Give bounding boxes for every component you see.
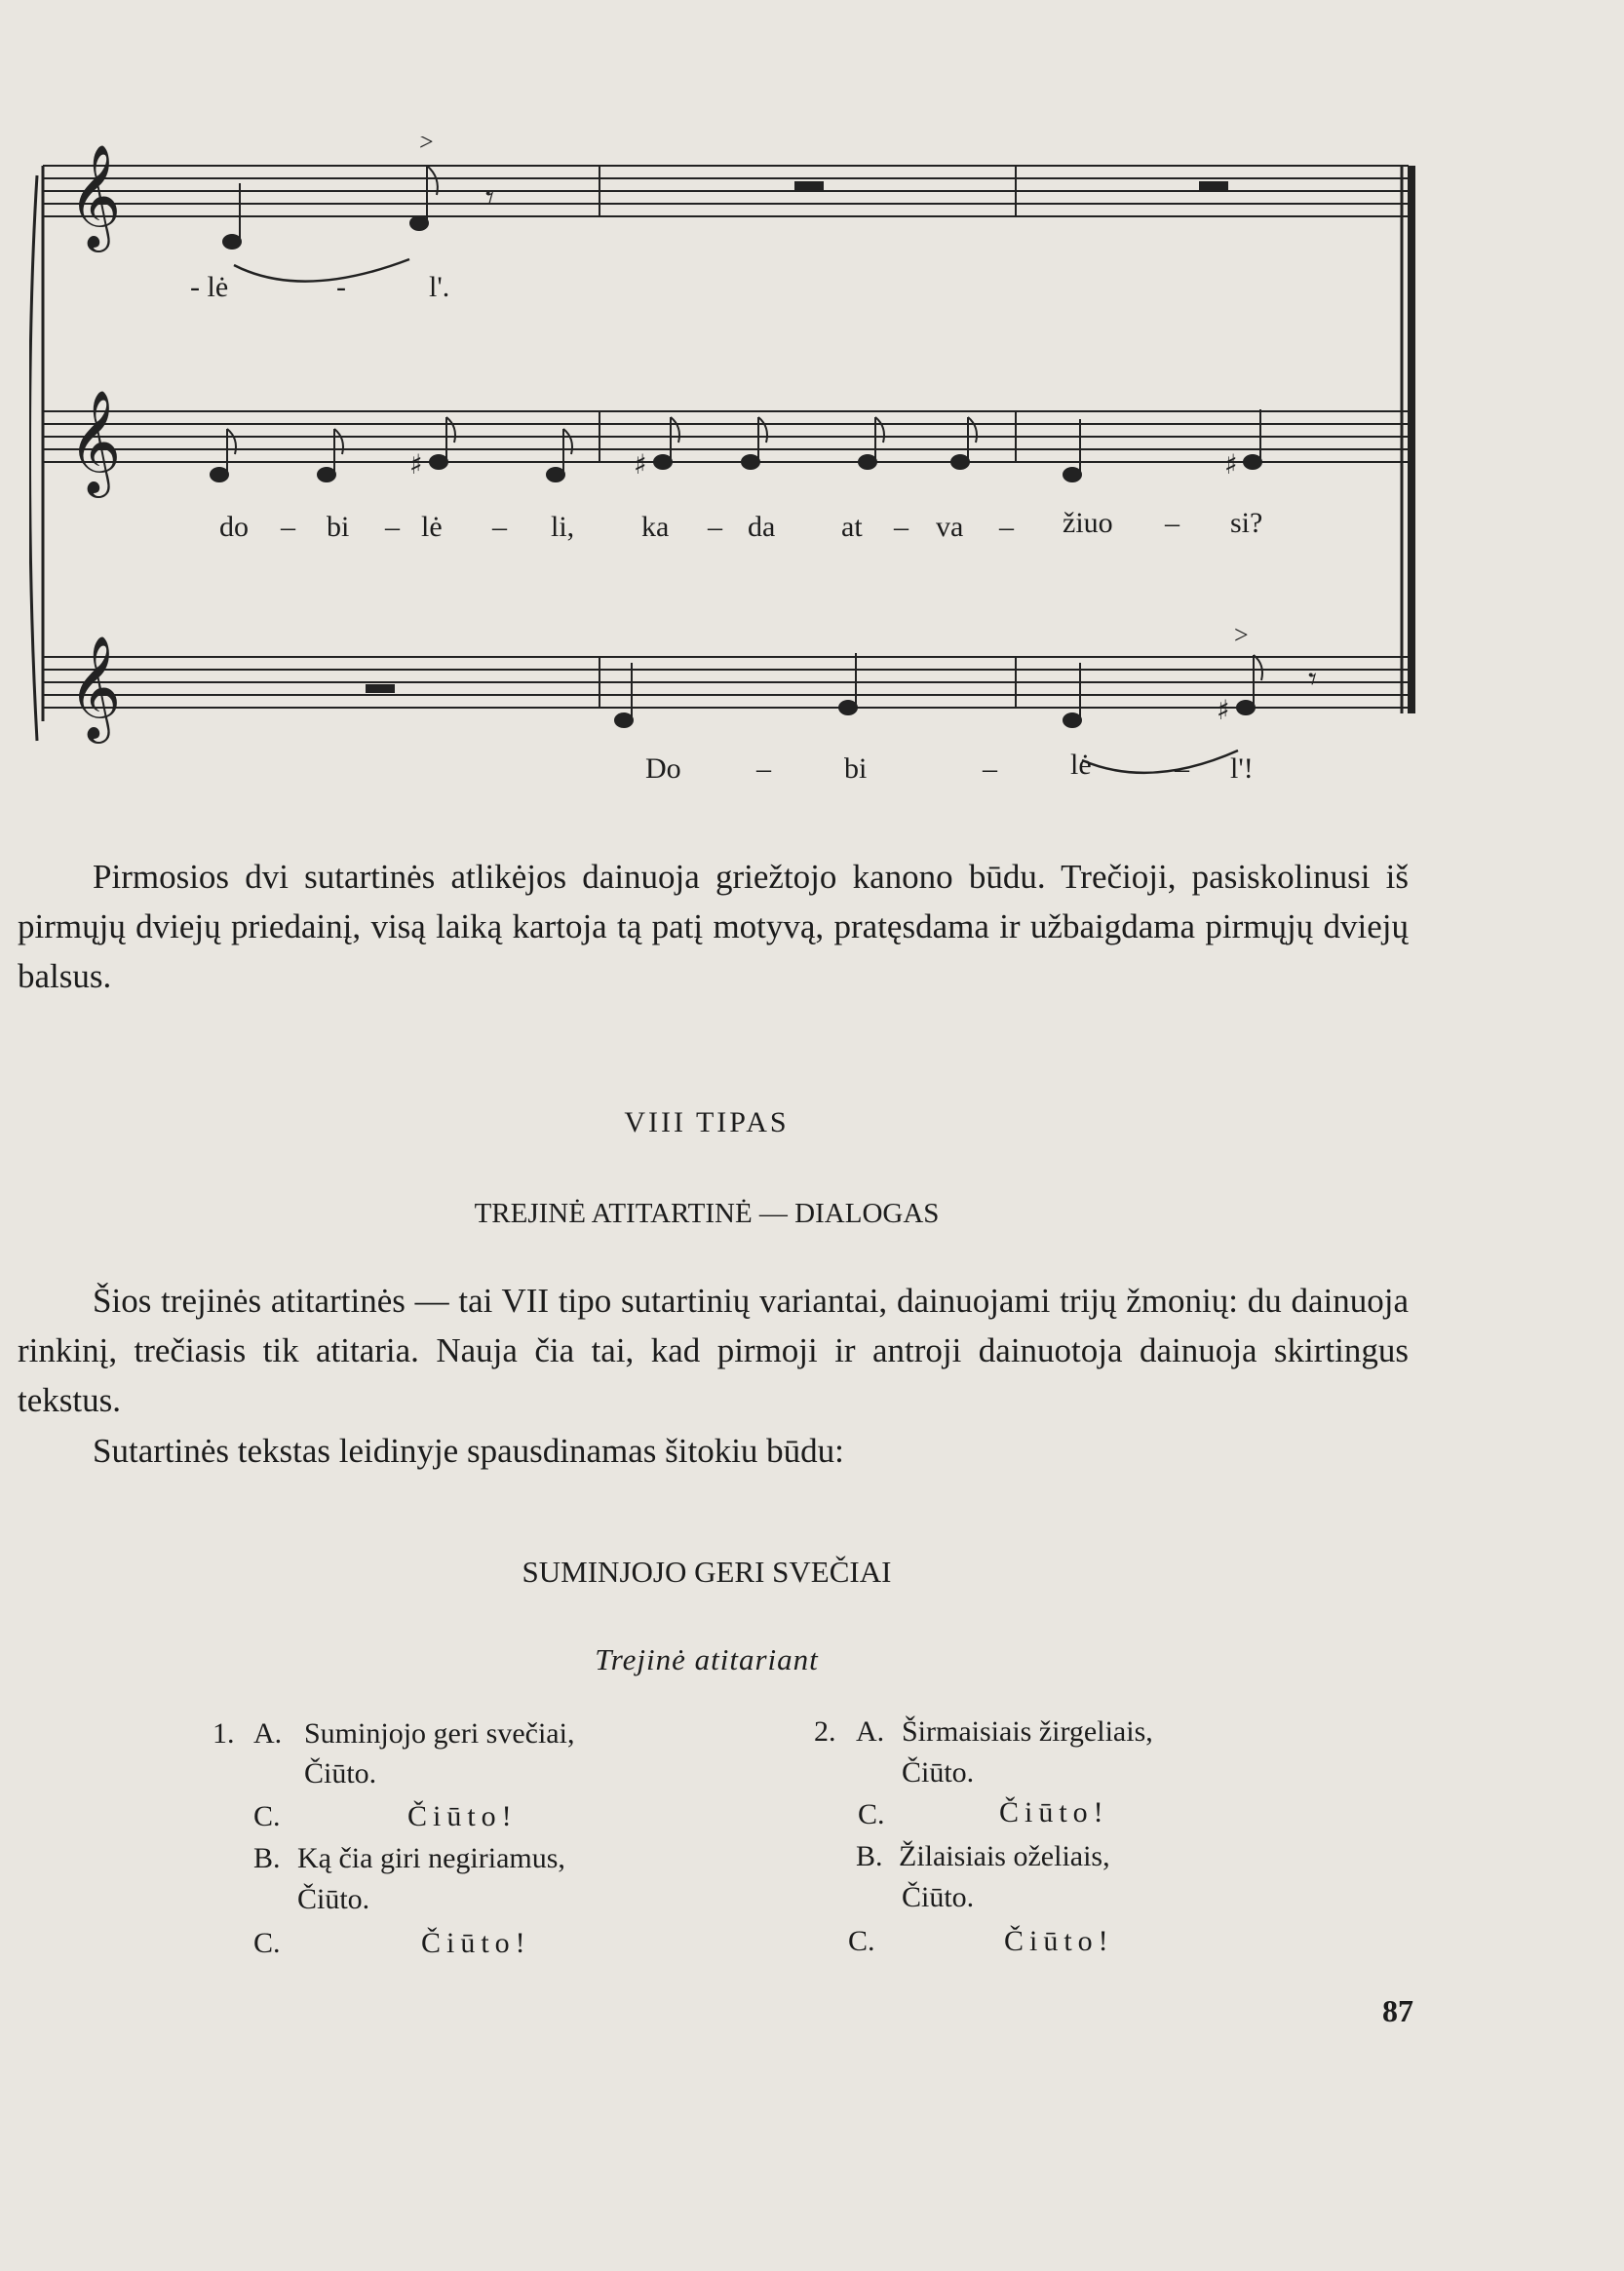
verse2-c2-text: Čiūto! xyxy=(1004,1925,1114,1957)
verse2-c1-label: C. xyxy=(858,1798,885,1830)
lyric-s2-13: va xyxy=(936,511,964,543)
verse2-b-label: B. xyxy=(856,1840,883,1872)
svg-text:𝄾: 𝄾 xyxy=(1308,662,1318,698)
svg-text:>: > xyxy=(1234,621,1249,649)
svg-text:𝄾: 𝄾 xyxy=(485,180,495,216)
svg-text:♯: ♯ xyxy=(1224,448,1238,481)
svg-text:♯: ♯ xyxy=(409,448,423,481)
lyric-s1-3: l'. xyxy=(429,271,450,303)
svg-text:♯: ♯ xyxy=(634,448,647,481)
lyric-s3-2: – xyxy=(756,752,771,785)
verse1-a-label: A. xyxy=(253,1717,283,1750)
lyric-s3-7: l'! xyxy=(1230,752,1254,785)
verse2-a-refrain: Čiūto. xyxy=(902,1756,975,1789)
lyric-s2-15: žiuo xyxy=(1063,507,1113,539)
lyric-s2-10: da xyxy=(748,511,776,543)
song-subtitle: Trejinė atitariant xyxy=(595,1642,819,1676)
lyric-s2-11: at xyxy=(841,511,863,543)
lyric-s2-12: – xyxy=(894,511,909,543)
verse1-a-text: Suminjojo geri svečiai, xyxy=(304,1717,575,1750)
music-score xyxy=(29,136,1423,780)
verse1-c1-label: C. xyxy=(253,1800,281,1832)
lyric-s2-6: – xyxy=(492,511,507,543)
lyric-s3-6: – xyxy=(1175,752,1189,785)
lyric-s2-3: bi xyxy=(327,511,350,543)
page-number: 87 xyxy=(1382,1993,1413,2028)
lyric-s2-17: si? xyxy=(1230,507,1263,539)
paragraph-kanon: Pirmosios dvi sutartinės atlikėjos dainuoja griežtojo kanono būdu. Trečioji, pasiskolinusi iš pirmųjų dviejų priedainį, visą laiką kartoja tą patį motyvą, pratęsdama ir užbaigdama pirmųjų dviejų balsus. xyxy=(18,858,1409,995)
verse2-c1-text: Čiūto! xyxy=(999,1796,1109,1828)
section-heading: VIII TIPAS xyxy=(624,1106,790,1138)
lyric-s3-5: lė xyxy=(1070,749,1092,781)
lyric-s2-2: – xyxy=(281,511,295,543)
lyric-s1-1: - lė xyxy=(190,271,229,303)
verse2-a-text: Širmaisiais žirgeliais, xyxy=(902,1715,1153,1748)
verse1-c1-text: Čiūto! xyxy=(407,1800,518,1832)
lyric-s2-14: – xyxy=(999,511,1014,543)
svg-text:𝄞: 𝄞 xyxy=(68,635,122,739)
verse1-c2-label: C. xyxy=(253,1927,281,1959)
verse1-b-refrain: Čiūto. xyxy=(297,1883,370,1915)
lyric-s2-16: – xyxy=(1165,507,1179,539)
svg-text:𝄞: 𝄞 xyxy=(68,389,122,493)
verse2-number: 2. xyxy=(814,1715,836,1748)
lyric-s2-1: do xyxy=(219,511,249,543)
verse1-c2-text: Čiūto! xyxy=(421,1927,531,1959)
paragraph-print-format: Sutartinės tekstas leidinyje spausdinamas šitokiu būdu: xyxy=(93,1432,844,1470)
svg-text:>: > xyxy=(419,136,434,156)
lyric-s3-1: Do xyxy=(645,752,681,785)
lyric-s3-4: – xyxy=(983,752,997,785)
lyric-s3-3: bi xyxy=(844,752,868,785)
verse1-b-text: Ką čia giri negiriamus, xyxy=(297,1842,565,1874)
lyric-s2-7: li, xyxy=(551,511,575,543)
lyric-s1-2: - xyxy=(336,271,346,303)
verse1-number: 1. xyxy=(213,1717,235,1750)
lyric-s2-5: lė xyxy=(421,511,443,543)
lyric-s2-8: ka xyxy=(641,511,670,543)
lyric-s2-4: – xyxy=(385,511,400,543)
verse2-a-label: A. xyxy=(856,1715,885,1748)
svg-text:𝄞: 𝄞 xyxy=(68,143,122,248)
lyric-s2-9: – xyxy=(708,511,722,543)
section-subheading: TREJINĖ ATITARTINĖ — DIALOGAS xyxy=(474,1198,940,1229)
verse2-b-text: Žilaisiais oželiais, xyxy=(899,1840,1110,1872)
verse2-c2-label: C. xyxy=(848,1925,875,1957)
song-title: SUMINJOJO GERI SVEČIAI xyxy=(522,1555,892,1589)
verse1-b-label: B. xyxy=(253,1842,281,1874)
verse2-b-refrain: Čiūto. xyxy=(902,1881,975,1913)
svg-text:♯: ♯ xyxy=(1217,694,1230,726)
paragraph-variants: Šios trejinės atitartinės — tai VII tipo sutartinių variantai, dainuojami trijų žmonių: du dainuoja rinkinį, trečiasis tik atitaria. Nauja čia tai, kad pirmoji ir antroji dainuotoja dainuoja skirtingus tekstus. xyxy=(18,1282,1409,1419)
verse1-a-refrain: Čiūto. xyxy=(304,1757,377,1790)
